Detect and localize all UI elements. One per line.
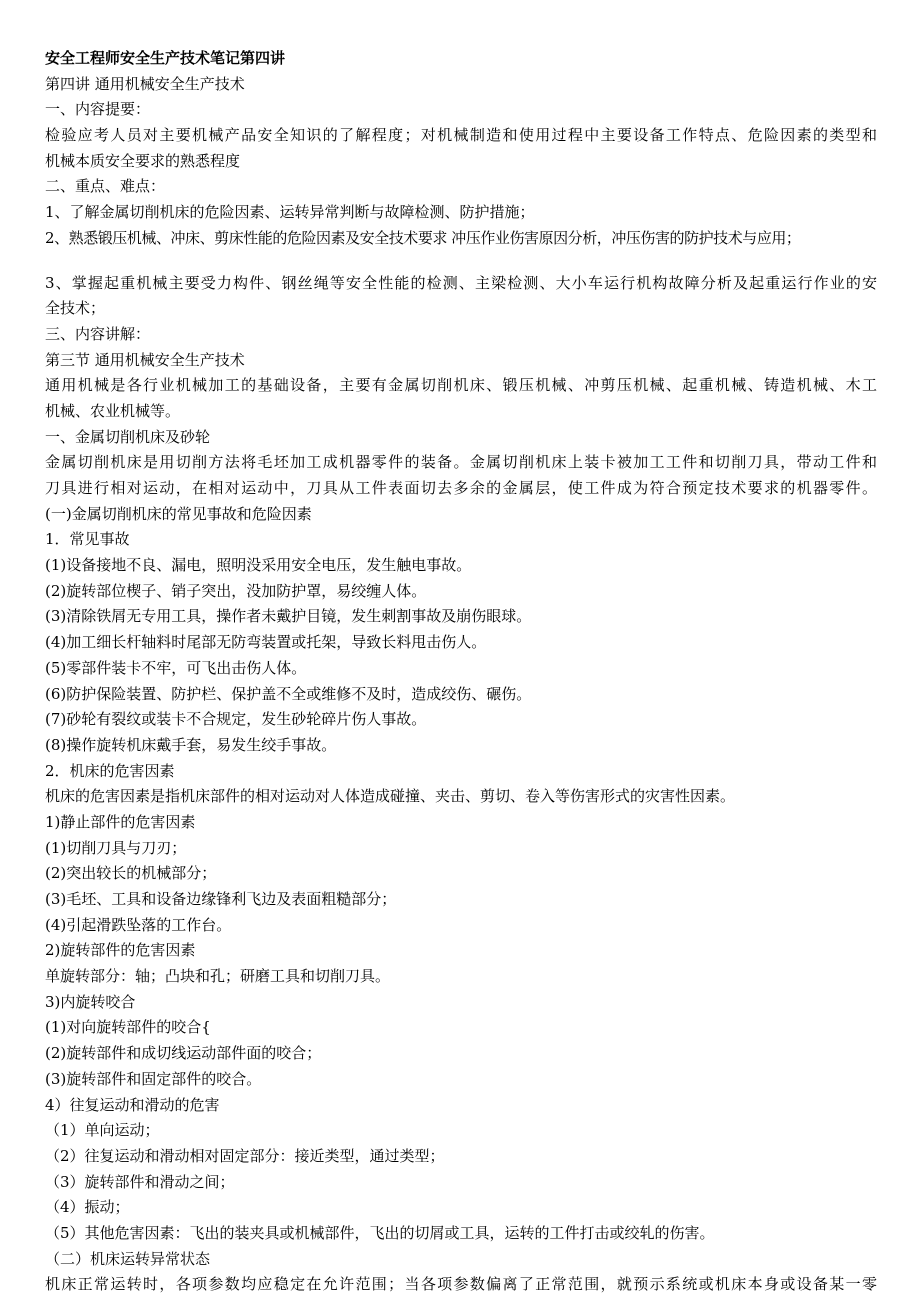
paragraph-line: 通用机械是各行业机械加工的基础设备，主要有金属切削机床、锻压机械、冲剪压机械、起重机械、铸造机械、木工 — [45, 376, 877, 395]
subsection-heading: （二）机床运转异常状态 — [45, 1249, 211, 1268]
document-page — [45, 46, 877, 1298]
subsection-heading: (一)金属切削机床的常见事故和危险因素 — [45, 504, 312, 523]
section-heading: 三、内容讲解： — [45, 324, 151, 343]
list-item: (1)切削刀具与刀刃； — [45, 838, 187, 857]
paragraph-line: 1、了解金属切削机床的危险因素、运转异常判断与故障检测、防护措施； — [45, 203, 535, 222]
paragraph-line: 2、熟悉锻压机械、冲床、剪床性能的危险因素及安全技术要求 冲压作业伤害原因分析，冲压伤害的防护技术与应用； — [45, 228, 801, 247]
paragraph-line: 机床正常运转时，各项参数均应稳定在允许范围；当各项参数偏离了正常范围，就预示系统或机床本身或设备某一零 — [45, 1275, 877, 1294]
paragraph-line: 金属切削机床是用切削方法将毛坯加工成机器零件的装备。金属切削机床上装卡被加工工件和切削刀具，带动工件和 — [45, 453, 877, 472]
paragraph-line: 全技术； — [45, 299, 106, 318]
list-item: (3)清除铁屑无专用工具，操作者未戴护目镜，发生刺割事故及崩伤眼球。 — [45, 607, 532, 626]
list-item: (3)毛坯、工具和设备边缘锋利飞边及表面粗糙部分； — [45, 890, 397, 908]
subsection-heading: 1)静止部件的危害因素 — [45, 812, 196, 831]
list-item: (1)设备接地不良、漏电，照明没采用安全电压，发生触电事故。 — [45, 556, 472, 575]
list-item: (2)突出较长的机械部分； — [45, 864, 217, 883]
list-item: (2)旋转部件和成切线运动部件面的咬合； — [45, 1044, 322, 1063]
paragraph-line: 单旋转部分：轴；凸块和孔；研磨工具和切削刀具。 — [45, 967, 391, 986]
list-item: (2)旋转部位楔子、销子突出，没加防护罩，易绞缠人体。 — [45, 581, 427, 600]
document-title: 安全工程师安全生产技术笔记第四讲 — [45, 49, 286, 67]
paragraph-line: 机械本质安全要求的熟悉程度 — [45, 151, 241, 170]
subsection-heading: 第三节 通用机械安全生产技术 — [45, 350, 245, 369]
paragraph-line: 检验应考人员对主要机械产品安全知识的了解程度；对机械制造和使用过程中主要设备工作特点、危险因素的类型和 — [45, 126, 877, 145]
section-heading: 一、内容提要： — [45, 100, 151, 119]
subsection-heading: 一、金属切削机床及砂轮 — [45, 427, 211, 446]
subsection-heading: 2)旋转部件的危害因素 — [45, 941, 196, 960]
list-item: （5）其他危害因素：飞出的装夹具或机械部件，飞出的切屑或工具，运转的工件打击或绞轧的伤害。 — [45, 1223, 715, 1242]
list-item: (6)防护保险装置、防护栏、保护盖不全或维修不及时，造成绞伤、碾伤。 — [45, 684, 532, 703]
subsection-heading: 3)内旋转咬合 — [45, 992, 136, 1011]
list-item: (5)零部件装卡不牢，可飞出击伤人体。 — [45, 658, 307, 677]
list-item: (4)引起滑跌坠落的工作台。 — [45, 915, 232, 934]
paragraph-line: 刀具进行相对运动，在相对运动中，刀具从工件表面切去多余的金属层，使工件成为符合预定技术要求的机器零件。 — [45, 479, 877, 497]
subsection-heading: 1．常见事故 — [45, 530, 130, 549]
list-item: (3)旋转部件和固定部件的咬合。 — [45, 1069, 262, 1088]
list-item: （2）往复运动和滑动相对固定部分：接近类型，通过类型； — [45, 1146, 445, 1165]
subsection-heading: 2．机床的危害因素 — [45, 761, 175, 780]
paragraph-line: 机械、农业机械等。 — [45, 401, 181, 420]
subsection-heading: 4）往复运动和滑动的危害 — [45, 1095, 220, 1114]
lecture-heading: 第四讲 通用机械安全生产技术 — [45, 74, 245, 93]
list-item: （1）单向运动； — [45, 1121, 160, 1140]
list-item: （3）旋转部件和滑动之间； — [45, 1172, 235, 1191]
paragraph-line: 机床的危害因素是指机床部件的相对运动对人体造成碰撞、夹击、剪切、卷入等伤害形式的灾害性因素。 — [45, 787, 736, 806]
list-item: (1)对向旋转部件的咬合{ — [45, 1018, 211, 1037]
paragraph-line: 3、掌握起重机械主要受力构件、钢丝绳等安全性能的检测、主梁检测、大小车运行机构故障分析及起重运行作业的安 — [45, 273, 877, 292]
list-item: (4)加工细长杆轴料时尾部无防弯装置或托架，导致长料甩击伤人。 — [45, 633, 487, 652]
list-item: (7)砂轮有裂纹或装卡不合规定，发生砂轮碎片伤人事故。 — [45, 710, 427, 729]
section-heading: 二、重点、难点： — [45, 177, 166, 196]
list-item: （4）振动； — [45, 1198, 130, 1217]
list-item: (8)操作旋转机床戴手套，易发生绞手事故。 — [45, 735, 337, 754]
blank-line — [45, 252, 877, 271]
